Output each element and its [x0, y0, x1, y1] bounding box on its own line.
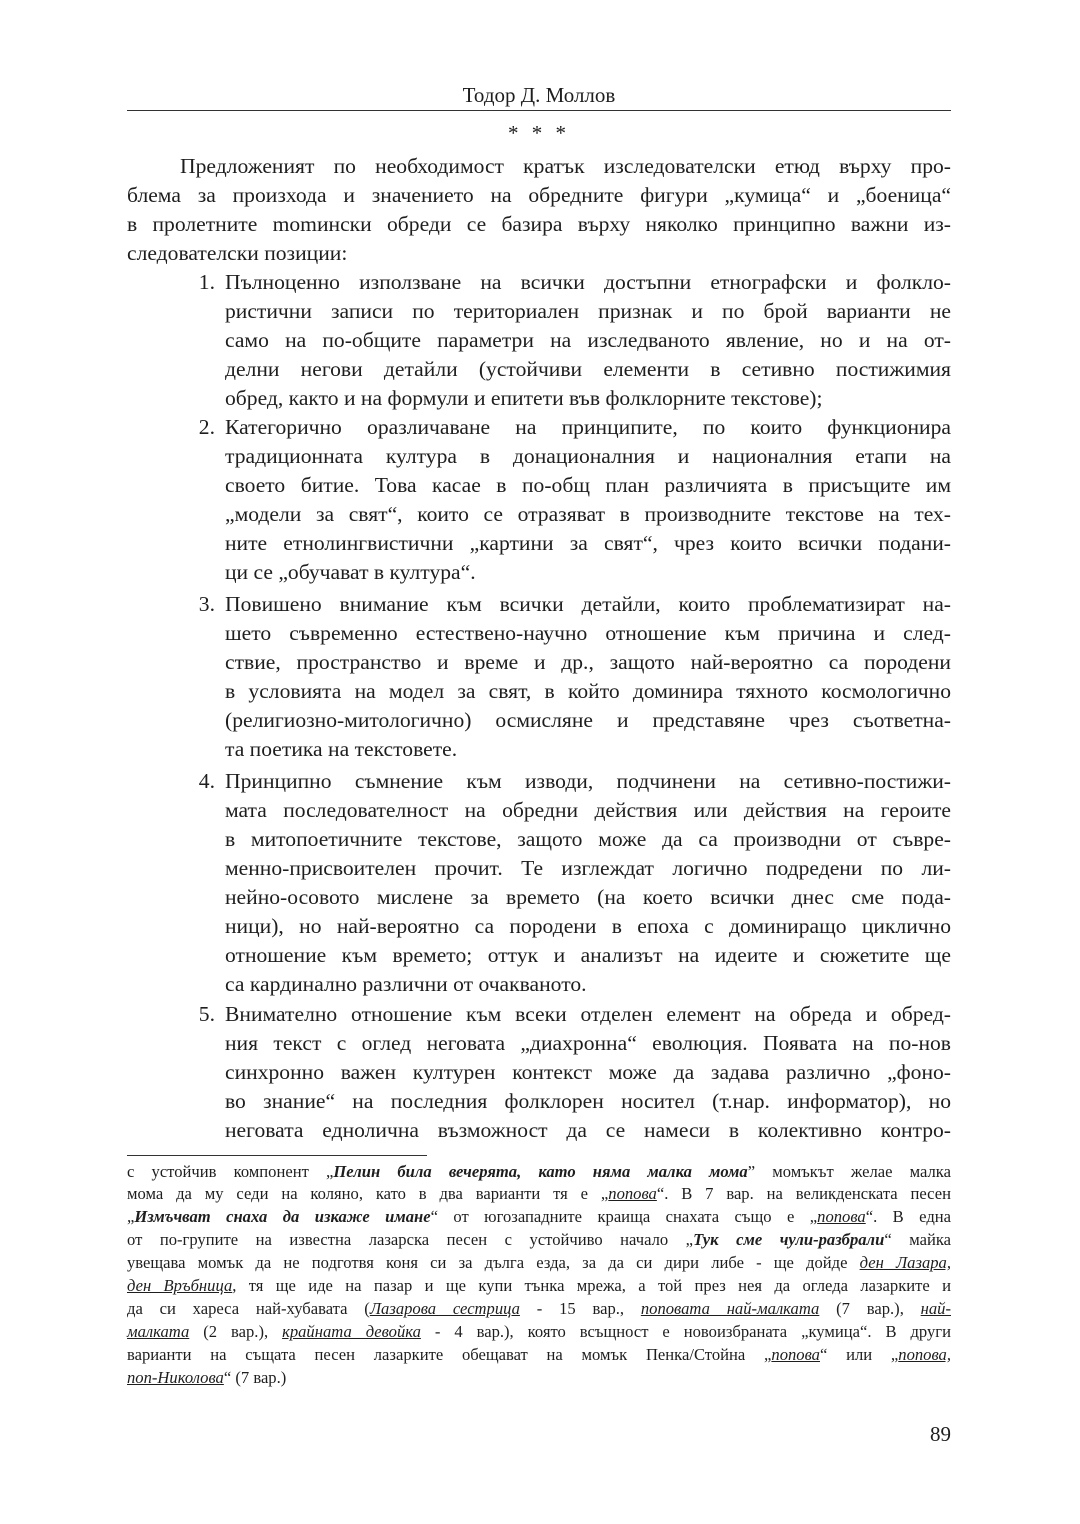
- list-item-line: менно-присвоителен прочит. Те изглеждат логично подредени по ли-: [225, 856, 951, 880]
- footnote-line: малката (2 вар.), крайната девойка - 4 вар.), която всъщност е новоизбраната „кумица“. В други: [127, 1322, 951, 1341]
- list-item-line: „модели за свят“, които се отразяват в производните текстове на тех-: [225, 502, 951, 526]
- list-item-line: ните етнолингвистични „картини за свят“, чрез които всички подани-: [225, 531, 951, 555]
- list-item-number: 2.: [198, 415, 215, 439]
- footnote-line: с устойчив компонент „Пелин била вечерята, като няма малка мома” момъкът желае малка: [127, 1162, 951, 1181]
- intro-line: в пролетните momински обреди се базира върху няколко принципно важни из-: [127, 212, 951, 236]
- footnote-line: от по-групите на известна лазарска песен с устойчиво начало „Тук сме чули-разбрали“ майка: [127, 1230, 952, 1249]
- list-item-number: 4.: [198, 769, 215, 793]
- footnote-line: варианти на същата песен лазарките обещават на момък Пенка/Стойна „попова“ или „попова,: [127, 1345, 951, 1364]
- list-item-line: та поетика на текстовете.: [225, 737, 458, 761]
- list-item-line: ния текст с оглед неговата „диахронна“ еволюция. Появата на по-нов: [225, 1031, 951, 1055]
- list-item-line: Принципно съмнение към изводи, подчинени на сетивно-постижи-: [225, 769, 951, 793]
- intro-line: Предложеният по необходимост кратък изследователски етюд върху про-: [180, 154, 951, 178]
- list-item-line: мата последователност на обредни действия или действия на героите: [225, 798, 951, 822]
- footnote-line: да си хареса най-хубавата (Лазарова сестрица - 15 вар., поповата най-малката (7 вар.), най-: [127, 1299, 951, 1318]
- intro-line: следователски позиции:: [127, 241, 348, 265]
- list-item-line: обред, както и на формули и епитети във фолклорните текстове);: [225, 386, 823, 410]
- list-item-line: ци се „обучават в култура“.: [225, 560, 476, 584]
- list-item-line: Пълноценно използване на всички достъпни етнографски и фолкло-: [225, 270, 951, 294]
- list-item-line: своето битие. Това касае в по-общ план различията в присъщите им: [225, 473, 951, 497]
- list-item-line: нейно-осовото мислене за времето (на което всички днес сме пода-: [225, 885, 951, 909]
- running-header: Тодор Д. Моллов: [462, 83, 616, 107]
- list-item-line: са кардинално различни от очакваното.: [225, 972, 587, 996]
- list-item-line: во знание“ на последния фолклорен носител (т.нар. информатор), но: [225, 1089, 951, 1113]
- list-item-line: шето съвременно естествено-научно отношение към причина и след-: [225, 621, 951, 645]
- list-item-line: Повишено внимание към всички детайли, които проблематизират на-: [225, 592, 951, 616]
- footnote-line: поп-Николова“ (7 вар.): [127, 1368, 287, 1387]
- footnote-line: ден Връбница, тя ще иде на пазар и ще купи тънка мрежа, а той през нея да огледа лазарките и: [127, 1276, 951, 1295]
- list-item-line: синхронно важен културен контекст може да задава различно „фоно-: [225, 1060, 951, 1084]
- list-item-line: Внимателно отношение към всеки отделен елемент на обреда и обред-: [225, 1002, 951, 1026]
- footnote-line: мома да му седи на коляно, като в два варианти тя е „попова“. В 7 вар. на великденската песен: [127, 1184, 951, 1203]
- list-item-number: 5.: [198, 1002, 215, 1026]
- list-item-number: 1.: [198, 270, 215, 294]
- list-item-line: ристични записи по териториален признак и по брой варианти не: [225, 299, 951, 323]
- footnote-line: „Измъчват снаха да изкаже имане“ от югозападните краища снахата също е „попова“. В една: [127, 1207, 952, 1226]
- list-item-line: ници), но най-вероятно са породени в епоха с доминиращо циклично: [225, 914, 951, 938]
- footnote-line: увещава момък да не подготвя коня си за дълга езда, за да си дири либе - ще дойде ден Лазара,: [127, 1253, 951, 1272]
- list-item-line: Категорично оразличаване на принципите, по които функционира: [225, 415, 951, 439]
- list-item-line: само на по-общите параметри на изследваното явление, но и на от-: [225, 328, 951, 352]
- list-item-line: в условията на модел за свят, в който доминира тяхното космологично: [225, 679, 951, 703]
- list-item-number: 3.: [198, 592, 215, 616]
- list-item-line: делни негови детайли (устойчиви елементи в сетивно постижимия: [225, 357, 951, 381]
- list-item-line: неговата еднолична възможност да се намеси в колективно контро-: [225, 1118, 951, 1142]
- page-number: 89: [930, 1422, 951, 1446]
- header-rule: [127, 110, 951, 111]
- list-item-line: в митопоетичните текстове, защото може да са производни от съвре-: [225, 827, 951, 851]
- list-item-line: отношение към времето; оттук и анализът на идеите и сюжетите ще: [225, 943, 951, 967]
- list-item-line: традиционната култура в донационалния и националния етапи на: [225, 444, 951, 468]
- list-item-line: (религиозно-митологично) осмисляне и представяне чрез съответна-: [225, 708, 951, 732]
- list-item-line: ствие, пространство и време и др., защото най-вероятно са породени: [225, 650, 951, 674]
- intro-line: блема за произхода и значението на обредните фигури „кумица“ и „боеница“: [127, 183, 951, 207]
- section-separator: * * *: [508, 121, 570, 145]
- footnote-rule: [127, 1155, 427, 1156]
